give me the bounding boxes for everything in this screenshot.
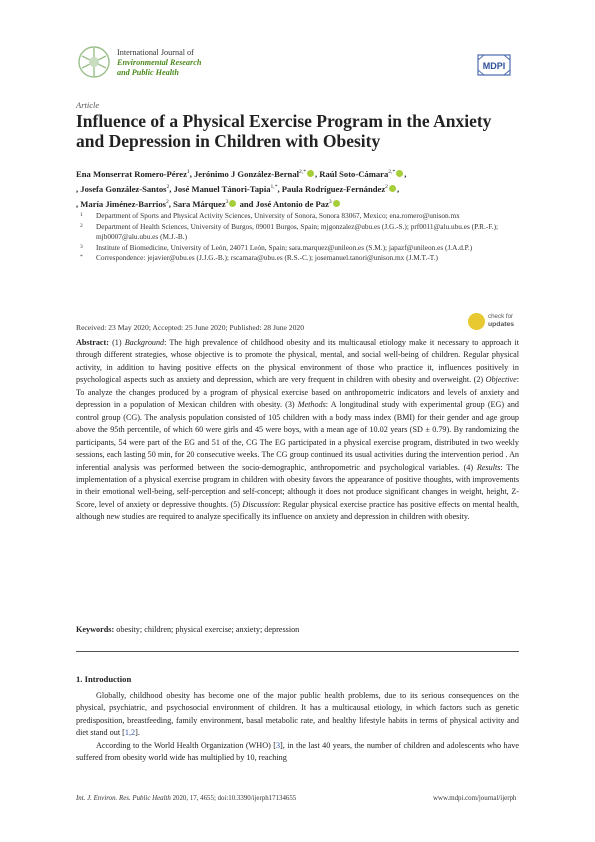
author-affil: 3	[328, 198, 332, 205]
paragraph-text: According to the World Health Organization (WHO) [	[96, 740, 276, 750]
author-affil: 1	[186, 169, 190, 175]
affiliation-item	[76, 211, 516, 222]
orcid-icon[interactable]	[333, 200, 340, 207]
author-name[interactable]: , Raúl Soto-Cámara	[315, 168, 389, 179]
affiliation-item	[76, 222, 516, 243]
check-updates-line2: updates	[488, 321, 515, 328]
paragraph-text: Globally, childhood obesity has become one of the major public health problems, due to its serious consequences on the physical, psychiatric, and psychosocial environment of children. It has a multicausal etiology, in which factors such as genetic predisposition, breastfeeding, family environment, basal metabolic rate, and healthy lifestyle habits in terms of physical activity and diet stand out [	[76, 691, 519, 738]
footer-url[interactable]: www.mdpi.com/journal/ijerph	[433, 795, 517, 802]
affiliation-text: Department of Sports and Physical Activity Sciences, University of Sonora, Sonora 83067, Mexico; ena.romero@unison.mx	[96, 211, 460, 220]
keywords-text: obesity; children; physical exercise; anxiety; depression	[114, 625, 300, 634]
section-heading: 1. Introduction	[76, 674, 132, 684]
affiliation-text: Correspondence: jejavier@ubu.es (J.J.G.-B.); rscamara@ubu.es (R.S.-C.); josemanuel.tanori@unison.mx (J.M.T.-T.)	[96, 253, 438, 263]
keywords	[76, 625, 519, 634]
journal-name-line1: International Journal of	[117, 48, 194, 57]
abstract-heading-background: Background	[124, 338, 165, 347]
citation-link[interactable]: 1,2	[124, 728, 136, 738]
affiliation-text: Institute of Biomedicine, University of León, 24071 León, Spain; sara.marquez@unileon.es (S.M.); japazf@unileon.es (J.A.d.P.)	[96, 242, 473, 252]
check-updates-icon	[468, 313, 485, 330]
mdpi-logo[interactable]	[474, 52, 514, 78]
journal-logo	[76, 43, 112, 81]
abstract-text: : A longitudinal study with experimental group (EG) and control group (CG). The analysis population consisted of 105 children with a body mass index (BMI) for their gender and age group above the 95th percentile, of which 60 were girls and 45 were boys, with a mean age of 10.02 years (SD ± 0.79). By randomizing the participants, 54 were part of the EG and 51 of the, CG The EG participated in a physical exercise program, distributed in two weekly sessions, each lasting 50 min, for 20 consecutive weeks. The CG group continued its usual activities during the intervention period . An inferential analysis was performed between the socio-demographic, anthropometric and psychological variables. (4)	[76, 400, 519, 472]
abstract-label: Abstract:	[76, 338, 109, 347]
orcid-icon[interactable]	[307, 170, 314, 177]
abstract-heading-methods: Methods	[297, 400, 326, 410]
orcid-icon[interactable]	[396, 170, 403, 177]
abstract-text: : Regular physical exercise practice has positive effects on mental health, although new studies are required to analyze specifically its influence on anxiety and depression in children with obesity.	[76, 499, 520, 522]
abstract-text: : The high prevalence of childhood obesity and its multicausal etiology make it necessary to approach it through different strategies, whose objective is to promote the physical, mental, and social well-being of children. Regular physical activity, in addition to having positive effects on the physical environment of those who practice it, influences positively in psychological aspects such as anxiety and depression, which are very frequent in children with obesity and overweight. (2)	[76, 338, 519, 385]
author-affil: 1,*	[270, 183, 278, 190]
footer-journal: Int. J. Environ. Res. Public Health	[76, 795, 171, 802]
abstract-text: : The implementation of a physical exercise program in children with obesity favors the appearance of positive thoughts, with improvements in their emotional well-being, self-perception and self-concept; although it does not produce significant changes in weight, height, Z-Score, level of anxiety or depressive thoughts. (5)	[76, 462, 520, 509]
article-type: Article	[76, 100, 100, 110]
paper-title: Influence of a Physical Exercise Program in the Anxiety and Depression in Children with Obesity	[76, 111, 492, 151]
check-for-updates-badge[interactable]	[468, 312, 524, 332]
affiliation-number: *	[80, 254, 83, 261]
author-affil: 2	[385, 183, 388, 190]
author-name[interactable]: , Paula Rodríguez-Fernández	[277, 183, 386, 194]
abstract-text: : To analyze the changes produced by a program of physical exercise based on anthropometric indicators and levels of anxiety and depression in a population of Mexican children with obesity. (3)	[76, 375, 519, 410]
orcid-icon[interactable]	[389, 185, 396, 192]
affiliation-number: 1	[80, 212, 83, 218]
author-affil: 3	[225, 198, 229, 205]
introduction-body	[76, 690, 519, 764]
journal-name-line2: Environmental Research	[117, 58, 202, 67]
paragraph	[76, 690, 519, 740]
publication-dates: Received: 23 May 2020; Accepted: 25 June 2020; Published: 28 June 2020	[76, 323, 304, 332]
paragraph	[76, 740, 519, 765]
author-affil: 2	[166, 183, 170, 190]
author-affil: 2,*	[299, 169, 306, 175]
affiliation-number: 3	[80, 243, 83, 250]
svg-text:MDPI: MDPI	[482, 61, 506, 71]
abstract-heading-results: Results	[476, 462, 501, 472]
author-name[interactable]: Ena Monserrat Romero-Pérez	[76, 168, 187, 179]
author-name[interactable]: , Jerónimo J González-Bernal	[189, 168, 299, 179]
author-list: Ena Monserrat Romero-Pérez$^1$, Jerónimo J González-Bernal$^{2,*}$ , Raúl Soto-Cámara$^{2,*}$ , , Josefa González-Santos$^2$, José Manuel Tánori-Tapia$^{1,*}$, Paula Rodríguez-Fernández$^2$ , , María Jiménez-Barrios$^2$, Sara Márquez$^3$ and José Antonio de Paz$^3$	[76, 168, 407, 209]
author-name[interactable]: and José Antonio de Paz	[237, 198, 329, 209]
affiliation-number: 2	[80, 222, 83, 229]
paragraph-text: ].	[135, 728, 140, 738]
author-affil: 2	[165, 198, 169, 205]
author-affil: 2,*	[388, 169, 396, 175]
section-divider	[76, 651, 519, 652]
check-updates-line1: check for	[488, 313, 514, 320]
author-name[interactable]: , María Jiménez-Barrios	[76, 198, 166, 209]
orcid-icon[interactable]	[229, 200, 236, 207]
affiliation-item	[76, 253, 516, 264]
journal-name-line3: and Public Health	[117, 68, 179, 77]
footer-doi[interactable]: 2020, 17, 4655; doi:10.3390/ijerph17134655	[172, 795, 297, 802]
affiliations	[76, 211, 516, 264]
citation-link[interactable]: 3	[275, 740, 281, 750]
abstract-text: (1)	[108, 338, 125, 347]
affiliation-item	[76, 243, 516, 254]
affiliation-text: Department of Health Sciences, University of Burgos, 09001 Burgos, Spain; mjgonzalez@ubu.es (J.G.-S.); prf0011@alu.ubu.es (P.R.-F.); mjb0007@alu.ubu.es (M.J.-B.)	[96, 221, 499, 242]
author-name[interactable]: , José Manuel Tánori-Tapia	[169, 183, 271, 194]
abstract	[76, 337, 519, 524]
journal-name	[117, 48, 201, 78]
footer-citation	[76, 795, 296, 802]
abstract-heading-objective: Objective	[485, 375, 517, 385]
author-name[interactable]: , Josefa González-Santos	[76, 183, 167, 194]
paragraph-text: ], in the last 40 years, the number of children and adolescents who have suffered from obesity world wide has multiplied by 10, reaching	[76, 740, 519, 763]
abstract-heading-discussion: Discussion	[242, 499, 278, 509]
author-name[interactable]: , Sara Márquez	[168, 198, 226, 209]
keywords-label: Keywords:	[76, 625, 115, 634]
